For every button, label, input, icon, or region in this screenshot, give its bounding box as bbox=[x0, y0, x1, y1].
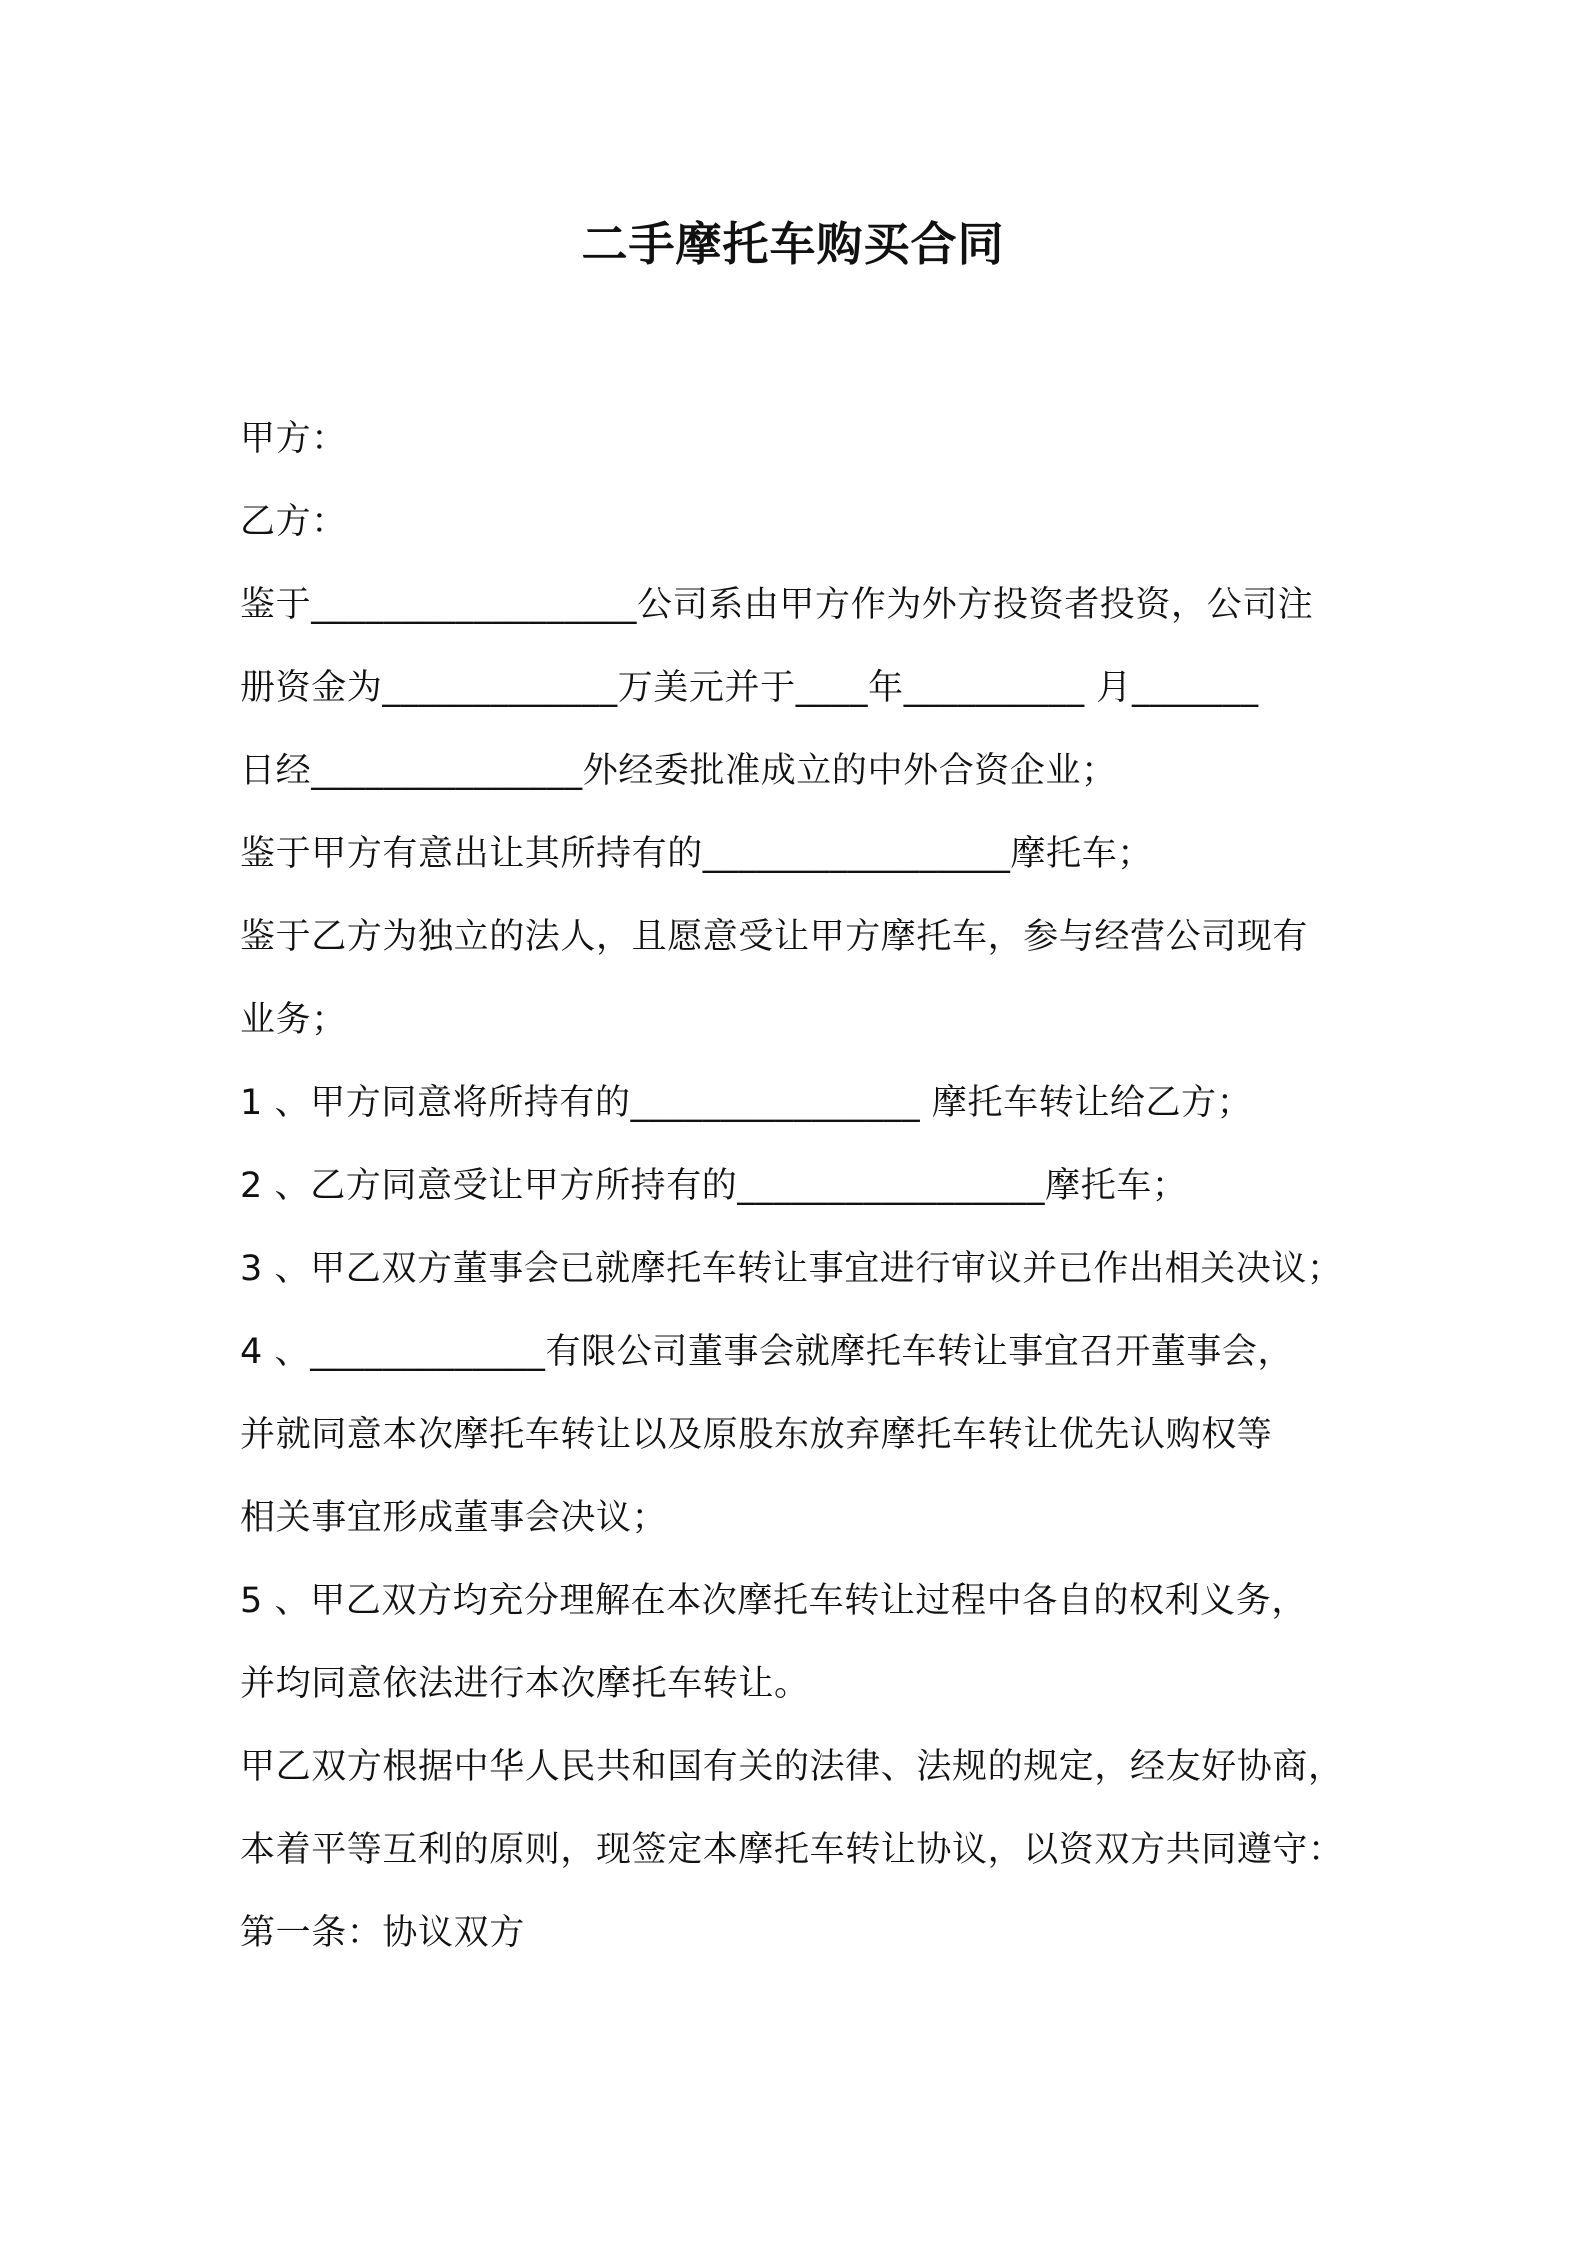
party-b-line: 乙方： bbox=[240, 502, 347, 542]
recital-company-line-2: 册资金为_____________万美元并于____年__________ 月_______ bbox=[240, 668, 1259, 708]
item-3-line: 3 、甲乙双方董事会已就摩托车转让事宜进行审议并已作出相关决议； bbox=[240, 1249, 1343, 1289]
item-2-line: 2 、乙方同意受让甲方所持有的_________________摩托车； bbox=[240, 1166, 1188, 1206]
recital-transferee-line-2: 业务； bbox=[240, 1000, 347, 1040]
item-4-line-1: 4 、_____________有限公司董事会就摩托车转让事宜召开董事会， bbox=[240, 1332, 1294, 1372]
party-a-line: 甲方： bbox=[240, 419, 347, 459]
recital-company-line-1: 鉴于__________________公司系由甲方作为外方投资者投资，公司注 bbox=[240, 585, 1314, 625]
recital-company-line-3: 日经_______________外经委批准成立的中外合资企业； bbox=[240, 751, 1117, 791]
recital-transfer-line: 鉴于甲方有意出让其所持有的_________________摩托车； bbox=[240, 834, 1153, 874]
item-4-line-3: 相关事宜形成董事会决议； bbox=[240, 1498, 668, 1538]
document-title: 二手摩托车购买合同 bbox=[581, 217, 1005, 271]
item-5-line-2: 并均同意依法进行本次摩托车转让。 bbox=[240, 1664, 810, 1704]
agreement-basis-line-2: 本着平等互利的原则，现签定本摩托车转让协议，以资双方共同遵守： bbox=[240, 1830, 1344, 1870]
item-1-line: 1 、甲方同意将所持有的________________ 摩托车转让给乙方； bbox=[240, 1083, 1253, 1123]
item-4-line-2: 并就同意本次摩托车转让以及原股东放弃摩托车转让优先认购权等 bbox=[240, 1415, 1273, 1455]
recital-transferee-line-1: 鉴于乙方为独立的法人，且愿意受让甲方摩托车，参与经营公司现有 bbox=[240, 917, 1309, 957]
item-5-line-1: 5 、甲乙双方均充分理解在本次摩托车转让过程中各自的权利义务， bbox=[240, 1581, 1307, 1621]
article-1-heading: 第一条：协议双方 bbox=[240, 1913, 525, 1953]
agreement-basis-line-1: 甲乙双方根据中华人民共和国有关的法律、法规的规定，经友好协商， bbox=[240, 1747, 1344, 1787]
